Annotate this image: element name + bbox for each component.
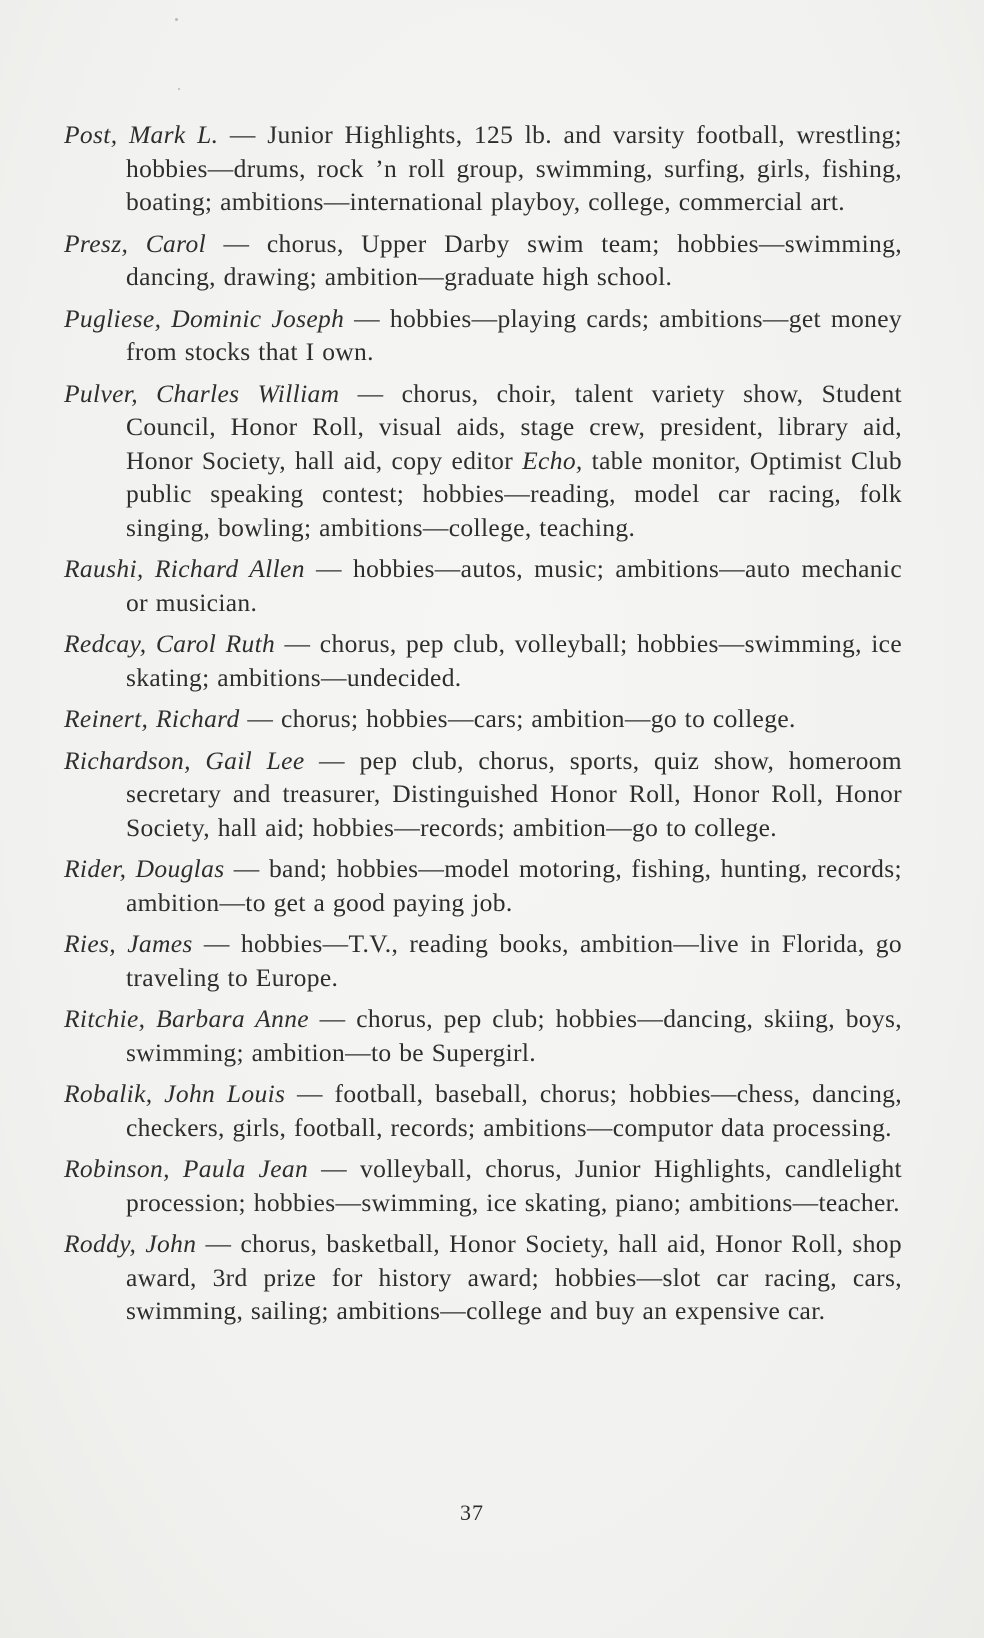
entry-separator: — — [224, 854, 269, 883]
entry-name: Ritchie, Barbara Anne — [64, 1004, 309, 1033]
entry-list — [64, 118, 902, 1336]
entry-separator: — — [239, 704, 281, 733]
entry — [64, 702, 902, 736]
entry — [64, 227, 902, 294]
entry-name: Reinert, Richard — [64, 704, 240, 733]
entry-name: Roddy, John — [64, 1229, 197, 1258]
entry — [64, 118, 902, 219]
entry-name: Robinson, Paula Jean — [64, 1154, 309, 1183]
entry-separator: — — [344, 303, 390, 333]
entry-text: chorus, choir, talent variety show, Student Council, Honor Roll, visual aids, stage crew, president, library aid, Honor Society, hall aid, copy editor — [126, 378, 902, 475]
entry-name: Ries, James — [64, 929, 193, 958]
entry-name: Post, Mark L. — [64, 120, 219, 149]
entry-text: Junior Highlights, 125 lb. and varsity football, wrestling; hobbies—drums, rock ’n roll group, swimming, surfing, girls, fishing, boating; ambitions—international playboy, college, commercial art. — [126, 120, 902, 216]
entry — [64, 552, 902, 619]
entry-text: pep club, chorus, sports, quiz show, homeroom secretary and treasurer, Distinguished Honor Roll, Honor Roll, Honor Society, hall aid; hobbies—records; ambition—go to college. — [126, 745, 902, 842]
entry-separator: — — [304, 554, 354, 583]
publication-title: Echo, — [522, 445, 583, 475]
entry-text: chorus; hobbies—cars; ambition—go to college. — [280, 704, 796, 733]
entry — [64, 927, 902, 994]
entry-name: Robalik, John Louis — [64, 1079, 286, 1108]
entry-text: chorus, basketball, Honor Society, hall aid, Honor Roll, shop award, 3rd prize for history award; hobbies—slot car racing, cars, swimming, sailing; ambitions—college and buy an expensive car. — [126, 1229, 903, 1325]
entry-text: hobbies—T.V., reading books, ambition—live in Florida, go traveling to Europe. — [126, 929, 902, 992]
entry-text: chorus, pep club, volleyball; hobbies—swimming, ice skating; ambitions—undecided. — [126, 629, 903, 692]
entry-name: Redcay, Carol Ruth — [64, 629, 276, 658]
entry-name: Raushi, Richard Allen — [64, 554, 305, 583]
entry — [64, 1077, 902, 1144]
entry — [64, 1152, 902, 1219]
paper-speck — [178, 88, 180, 90]
entry — [64, 302, 902, 369]
entry-separator: — — [308, 1154, 360, 1183]
entry-name: Pulver, Charles William — [64, 378, 340, 408]
entry-name: Richardson, Gail Lee — [64, 745, 305, 775]
paper-speck — [175, 18, 178, 21]
entry — [64, 1002, 902, 1069]
entry-name: Pugliese, Dominic Joseph — [64, 303, 345, 333]
entry-separator: — — [218, 120, 268, 149]
entry-text-continued: table monitor, Optimist Club public speaking contest; hobbies—reading, model car racing, folk singing, bowling; ambitions—college, teaching. — [126, 445, 902, 542]
entry-separator: — — [196, 1229, 241, 1258]
entry-text: volleyball, chorus, Junior Highlights, candlelight procession; hobbies—swimming, ice skating, piano; ambitions—teacher. — [126, 1154, 902, 1217]
entry — [64, 377, 902, 545]
entry-text: hobbies—autos, music; ambitions—auto mechanic or musician. — [126, 554, 902, 617]
entry-text: chorus, Upper Darby swim team; hobbies—swimming, dancing, drawing; ambition—graduate high school. — [126, 228, 902, 291]
entry-separator: — — [304, 745, 360, 775]
entry-separator: — — [275, 629, 320, 658]
entry-name: Presz, Carol — [64, 228, 207, 258]
entry — [64, 627, 902, 694]
entry — [64, 852, 902, 919]
entry-name: Rider, Douglas — [64, 854, 225, 883]
entry-separator: — — [339, 378, 402, 408]
entry-separator: — — [206, 228, 267, 258]
entry-separator: — — [308, 1004, 357, 1033]
entry-text: chorus, pep club; hobbies—dancing, skiing, boys, swimming; ambition—to be Supergirl. — [126, 1004, 902, 1067]
entry-text: football, baseball, chorus; hobbies—chess, dancing, checkers, girls, football, records; ambitions—computor data processing. — [126, 1079, 902, 1142]
entry-text: band; hobbies—model motoring, fishing, hunting, records; ambition—to get a good paying job. — [126, 854, 902, 917]
entry — [64, 1227, 902, 1328]
page-number: 37 — [460, 1500, 484, 1525]
entry — [64, 744, 902, 845]
entry-text: hobbies—playing cards; ambitions—get money from stocks that I own. — [126, 303, 902, 366]
entry-separator: — — [192, 929, 241, 958]
entry-separator: — — [285, 1079, 335, 1108]
